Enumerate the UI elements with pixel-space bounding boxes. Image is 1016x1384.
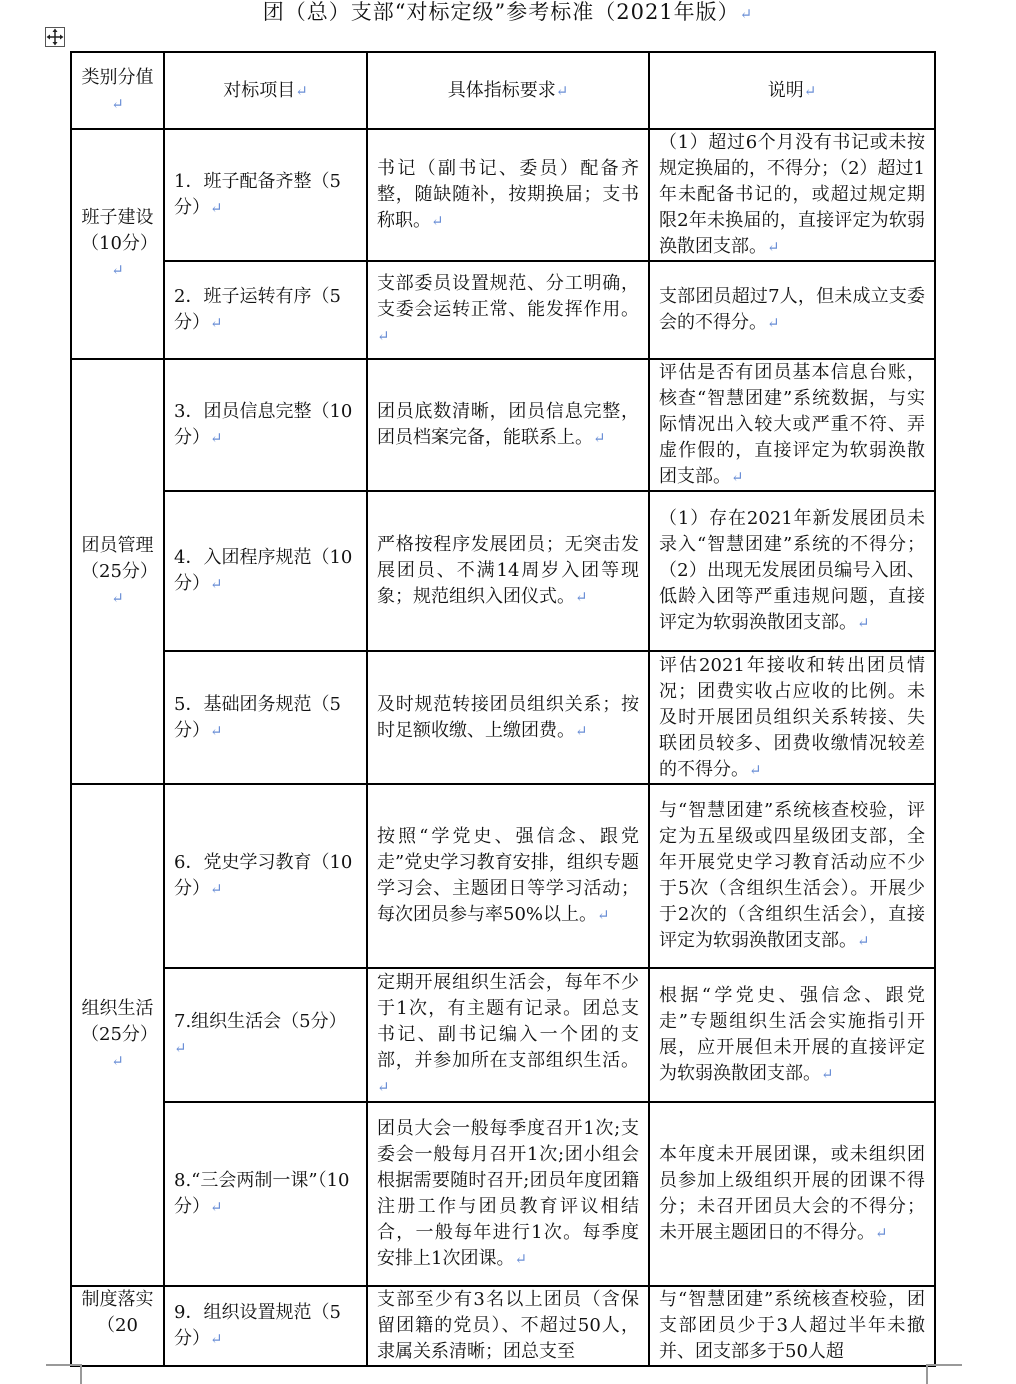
category-cell: 制度落实（20 bbox=[71, 1286, 164, 1366]
requirement-cell: 团员底数清晰，团员信息完整，团员档案完备，能联系上。↵ bbox=[367, 359, 649, 491]
table-row bbox=[71, 129, 935, 261]
requirement-cell: 团员大会一般每季度召开1次;支委会一般每月召开1次;团小组会根据需要随时召开;团员年度团籍注册工作与团员教育评议相结合，一般每年进行1次。每季度安排上1次团课。↵ bbox=[367, 1102, 649, 1286]
category-cell: 团员管理（25分）↵ bbox=[71, 359, 164, 784]
header-item: 对标项目↵ bbox=[164, 52, 367, 129]
requirement-cell: 按照“学党史、强信念、跟党走”党史学习教育安排，组织专题学习会、主题团日等学习活动；每次团员参与率50%以上。↵ bbox=[367, 784, 649, 968]
table-row bbox=[71, 968, 935, 1102]
table-row bbox=[71, 1286, 935, 1366]
header-row bbox=[71, 52, 935, 129]
item-cell: 2．班子运转有序（5分）↵ bbox=[164, 261, 367, 359]
requirement-cell: 严格按程序发展团员；无突击发展团员、不满14周岁入团等现象；规范组织入团仪式。↵ bbox=[367, 491, 649, 651]
note-cell: （1）超过6个月没有书记或未按规定换届的，不得分；（2）超过1年未配备书记的，或超过规定期限2年未换届的，直接评定为软弱涣散团支部。↵ bbox=[649, 129, 935, 261]
category-cell: 组织生活（25分）↵ bbox=[71, 784, 164, 1286]
table-move-handle[interactable] bbox=[45, 27, 65, 47]
item-cell: 9．组织设置规范（5分）↵ bbox=[164, 1286, 367, 1366]
requirement-cell: 支部至少有3名以上团员（含保留团籍的党员）、不超过50人，隶属关系清晰；团总支至 bbox=[367, 1286, 649, 1366]
table-row bbox=[71, 261, 935, 359]
item-cell: 1．班子配备齐整（5分）↵ bbox=[164, 129, 367, 261]
page-corner-mark bbox=[926, 1364, 962, 1384]
header-requirement: 具体指标要求↵ bbox=[367, 52, 649, 129]
standards-table bbox=[70, 51, 936, 1367]
requirement-cell: 支部委员设置规范、分工明确，支委会运转正常、能发挥作用。↵ bbox=[367, 261, 649, 359]
category-cell: 班子建设（10分）↵ bbox=[71, 129, 164, 359]
item-cell: 8.“三会两制一课”（10分）↵ bbox=[164, 1102, 367, 1286]
table-row bbox=[71, 1102, 935, 1286]
requirement-cell: 及时规范转接团员组织关系；按时足额收缴、上缴团费。↵ bbox=[367, 651, 649, 784]
note-cell: 评估2021年接收和转出团员情况；团费实收占应收的比例。未及时开展团员组织关系转接、失联团员较多、团费收缴情况较差的不得分。↵ bbox=[649, 651, 935, 784]
note-cell: （1）存在2021年新发展团员未录入“智慧团建”系统的不得分；（2）出现无发展团员编号入团、低龄入团等严重违规问题，直接评定为软弱涣散团支部。↵ bbox=[649, 491, 935, 651]
document-title: 团（总）支部“对标定级”参考标准（2021年版）↵ bbox=[262, 0, 754, 24]
item-cell: 5．基础团务规范（5分）↵ bbox=[164, 651, 367, 784]
note-cell: 评估是否有团员基本信息台账，核查“智慧团建”系统数据，与实际情况出入较大或严重不符、弄虚作假的，直接评定为软弱涣散团支部。↵ bbox=[649, 359, 935, 491]
note-cell: 根据“学党史、强信念、跟党走”专题组织生活会实施指引开展，应开展但未开展的直接评定为软弱涣散团支部。↵ bbox=[649, 968, 935, 1102]
paragraph-mark: ↵ bbox=[739, 5, 754, 23]
note-cell: 支部团员超过7人，但未成立支委会的不得分。↵ bbox=[649, 261, 935, 359]
header-category: 类别分值↵ bbox=[71, 52, 164, 129]
item-cell: 4．入团程序规范（10分）↵ bbox=[164, 491, 367, 651]
page-corner-mark bbox=[46, 1364, 82, 1384]
item-cell: 6．党史学习教育（10分）↵ bbox=[164, 784, 367, 968]
table-row bbox=[71, 491, 935, 651]
note-cell: 本年度未开展团课，或未组织团员参加上级组织开展的团课不得分；未召开团员大会的不得分；未开展主题团日的不得分。↵ bbox=[649, 1102, 935, 1286]
header-note: 说明↵ bbox=[649, 52, 935, 129]
item-cell: 7.组织生活会（5分）↵ bbox=[164, 968, 367, 1102]
note-cell: 与“智慧团建”系统核查校验，团支部团员少于3人超过半年未撤并、团支部多于50人超 bbox=[649, 1286, 935, 1366]
table-row bbox=[71, 359, 935, 491]
table-row bbox=[71, 651, 935, 784]
move-icon bbox=[46, 28, 64, 46]
note-cell: 与“智慧团建”系统核查校验，评定为五星级或四星级团支部，全年开展党史学习教育活动应不少于5次（含组织生活会）。开展少于2次的（含组织生活会），直接评定为软弱涣散团支部。↵ bbox=[649, 784, 935, 968]
requirement-cell: 书记（副书记、委员）配备齐整，随缺随补，按期换届；支书称职。↵ bbox=[367, 129, 649, 261]
requirement-cell: 定期开展组织生活会，每年不少于1次，有主题有记录。团总支书记、副书记编入一个团的支部，并参加所在支部组织生活。↵ bbox=[367, 968, 649, 1102]
table-row bbox=[71, 784, 935, 968]
item-cell: 3．团员信息完整（10分）↵ bbox=[164, 359, 367, 491]
